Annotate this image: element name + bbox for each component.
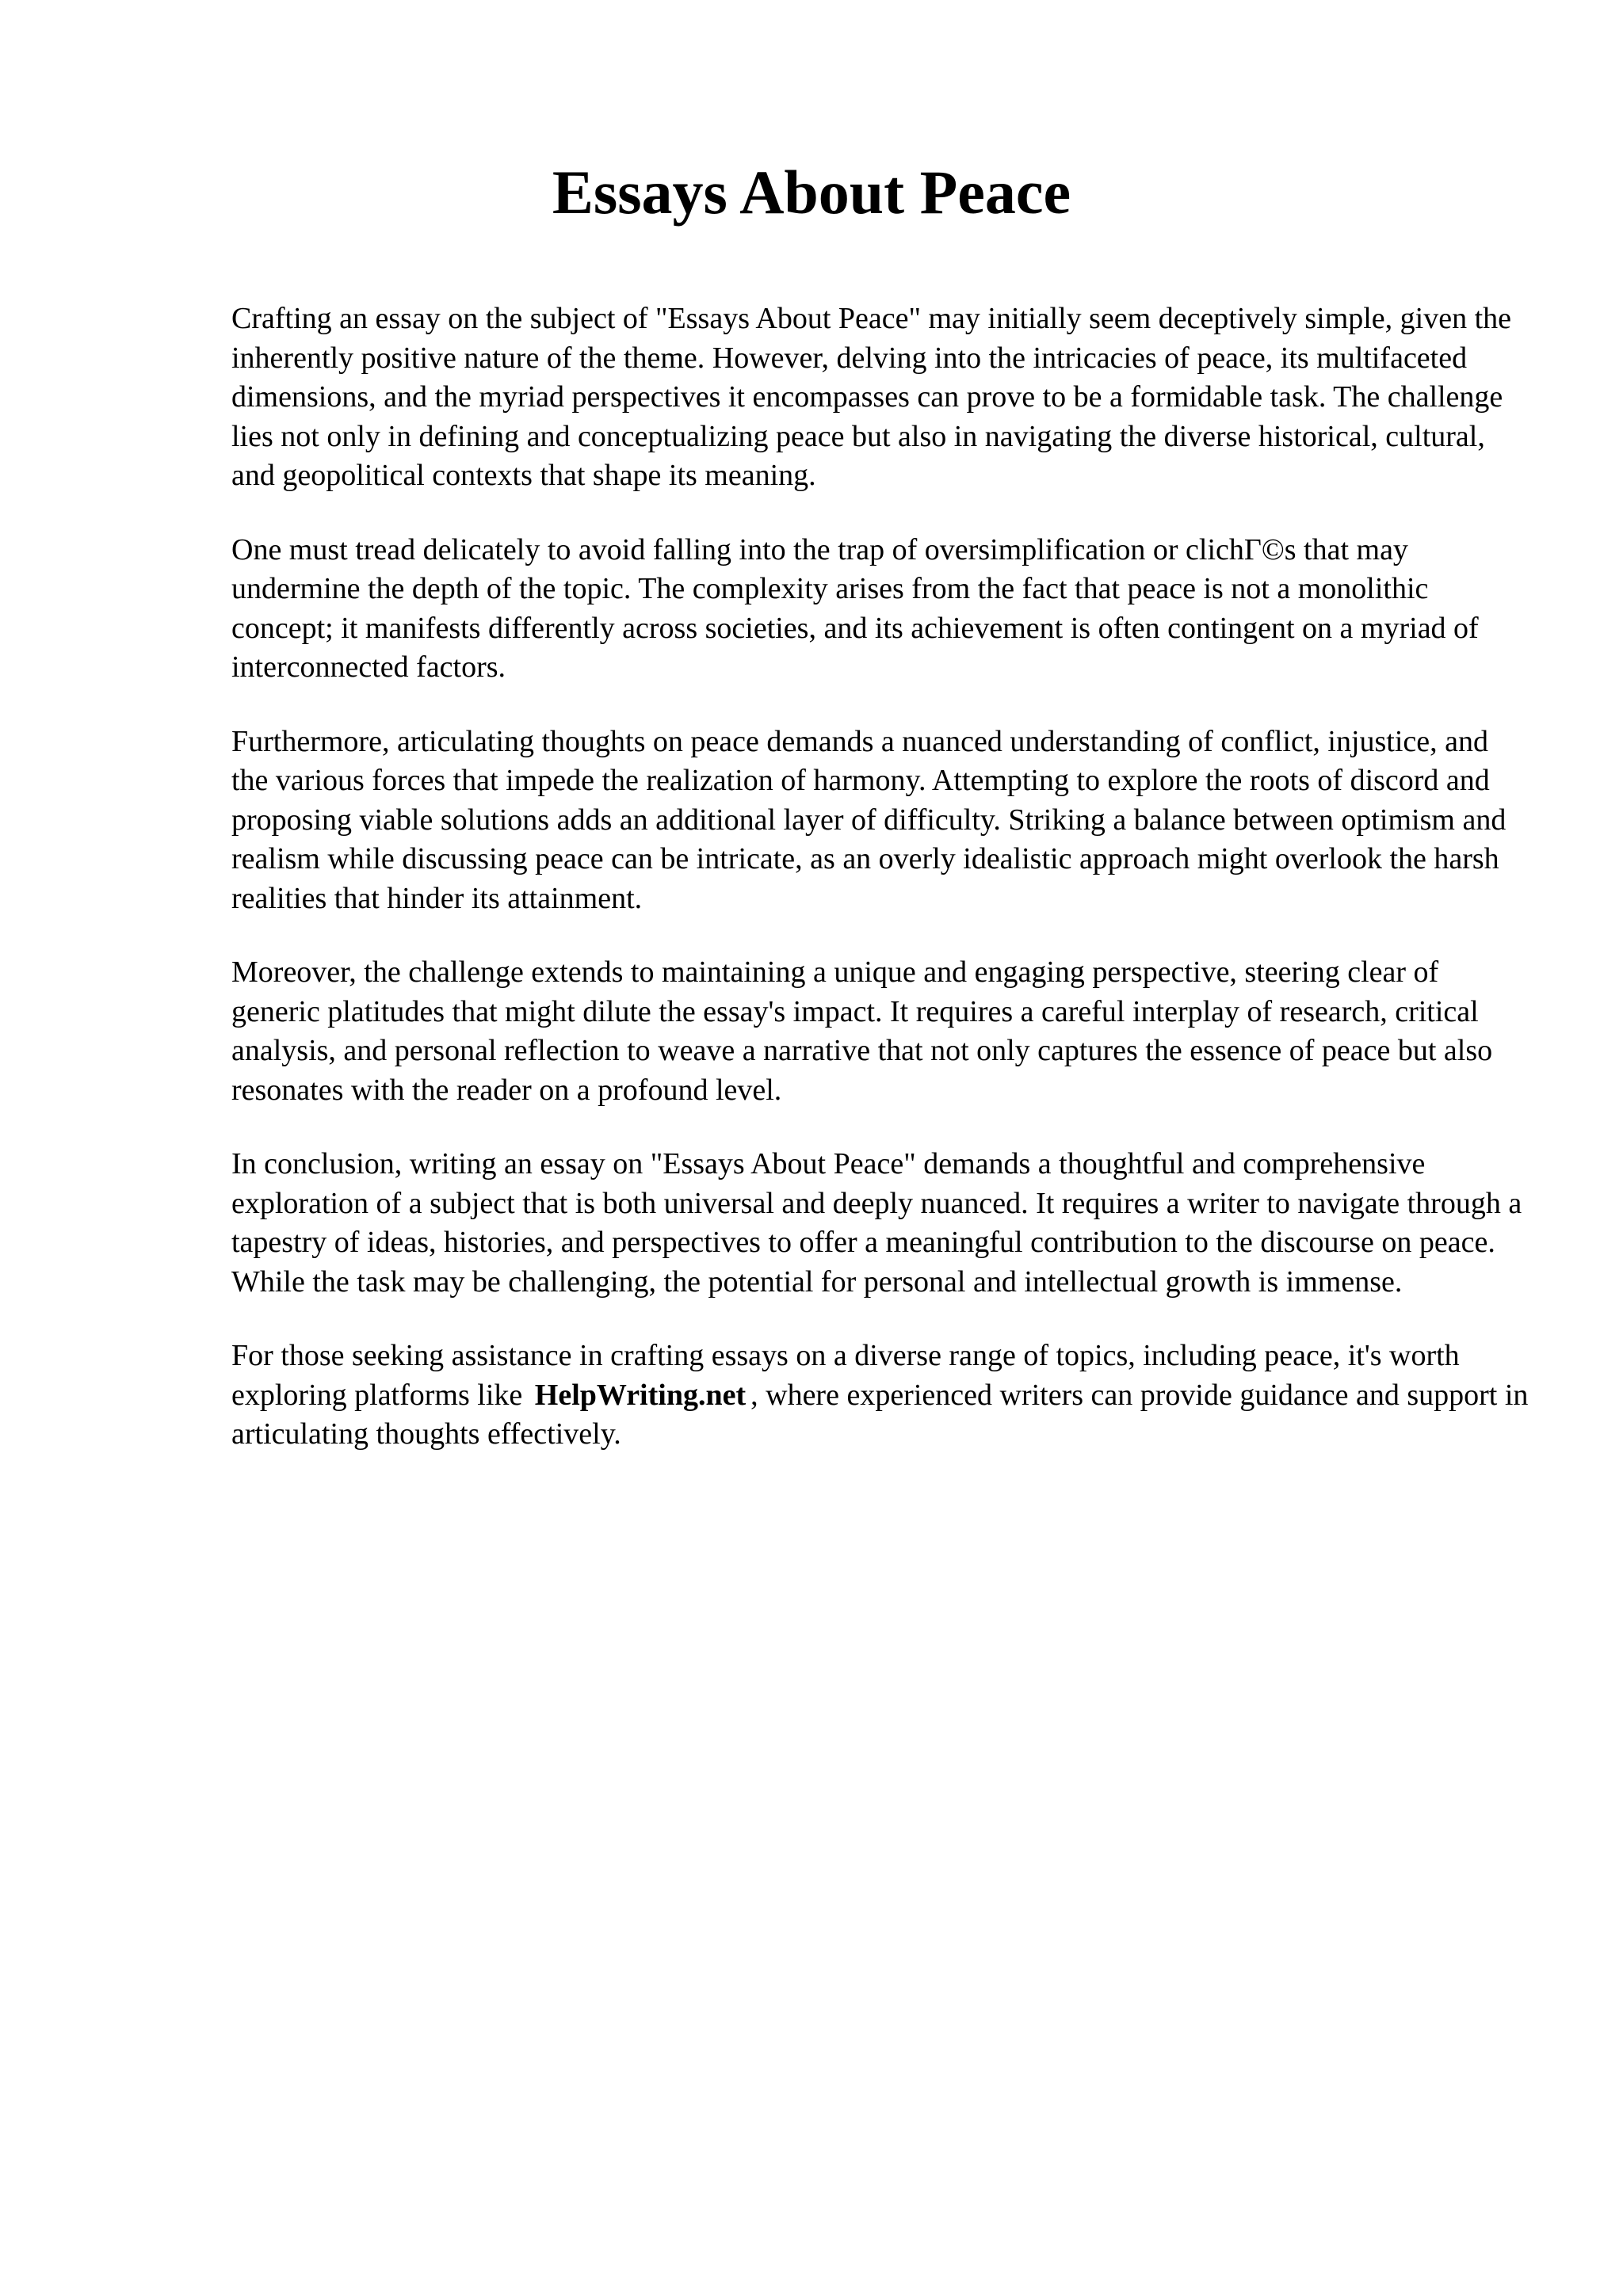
document-title: Essays About Peace — [552, 158, 1071, 227]
paragraph-4: Moreover, the challenge extends to maintaining a unique and engaging perspective, steering clear of generic platitudes that might dilute the essay's impact. It requires a careful interplay of research, critical analysis, and personal reflection to weave a narrative that not only captures the essence of peace but also resonates with the reader on a profound level. — [231, 955, 1493, 1107]
paragraph-3: Furthermore, articulating thoughts on peace demands a nuanced understanding of conflict, injustice, and the various forces that impede the realization of harmony. Attempting to explore the roots of discord and proposing viable solutions adds an additional layer of difficulty. Striking a balance between optimism and realism while discussing peace can be intricate, as an overly idealistic approach might overlook the harsh realities that hinder its attainment. — [231, 724, 1507, 915]
document-body — [231, 299, 1531, 1489]
paragraph-5: In conclusion, writing an essay on "Essays About Peace" demands a thoughtful and comprehensive exploration of a subject that is both universal and deeply nuanced. It requires a writer to navigate through a tapestry of ideas, histories, and perspectives to offer a meaningful contribution to the discourse on peace. While the task may be challenging, the potential for personal and intellectual growth is immense. — [231, 1147, 1522, 1299]
closing-text-before: For those seeking assistance in crafting essays on a diverse range of topics, including peace, it's worth exploring platforms like — [231, 1339, 1460, 1412]
paragraph-2: One must tread delicately to avoid falling into the trap of oversimplification or clichΓ©s that may undermine the depth of the topic. The complexity arises from the fact that peace is not a monolithic concept; it manifests differently across societies, and its achievement is often contingent on a myriad of interconnected factors. — [231, 532, 1479, 684]
closing-text-after: , where experienced writers can provide guidance and support in articulating thoughts effectively. — [231, 1378, 1529, 1451]
paragraph-closing — [231, 1337, 1531, 1455]
paragraph-1: Crafting an essay on the subject of "Essays About Peace" may initially seem deceptively simple, given the inherently positive nature of the theme. However, delving into the intricacies of peace, its multifaceted dimensions, and the myriad perspectives it encompasses can prove to be a formidable task. The challenge lies not only in defining and conceptualizing peace but also in navigating the diverse historical, cultural, and geopolitical contexts that shape its meaning. — [231, 302, 1512, 492]
helpwriting-link[interactable]: HelpWriting.net — [534, 1378, 747, 1412]
